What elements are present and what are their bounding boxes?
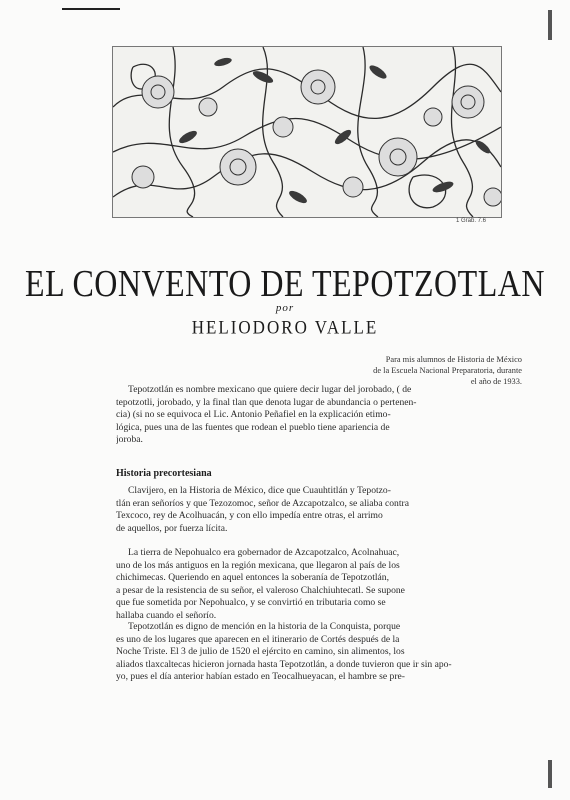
text-line: aliados tlaxcaltecas hicieron jornada hasta Tepotzotlán, a donde tuvieron que ir sin apo-: [116, 658, 452, 670]
text-line: de aquellos, por fuerza lícita.: [116, 522, 228, 534]
ornamental-banner-illustration: [112, 46, 502, 218]
epigraph: [316, 354, 522, 387]
text-line: que fue sometida por Nepohualco, y se convirtió en tributaria como se: [116, 597, 386, 609]
text-line: hallaba cuando el señorío.: [116, 609, 217, 621]
text-line: cia) (si no se equivoca el Lic. Antonio Peñafiel en la explicación etimo-: [116, 409, 391, 421]
section-heading: Historia precortesiana: [116, 468, 212, 479]
epigraph-line: el año de 1933.: [470, 377, 522, 386]
text-line: uno de los más antiguos en la región mexicana, que llegaron al país de los: [116, 559, 400, 571]
paragraph: [116, 485, 504, 535]
page-corner-mark: [62, 8, 120, 10]
text-line: tlán eran señoríos y que Tezozomoc, señor de Azcapotzalco, se aliaba contra: [116, 497, 409, 509]
floral-engraving: [113, 47, 501, 217]
text-line: tepotzotli, jorobado, y la final tlan que denota lugar de abundancia o pertenen-: [116, 396, 417, 408]
plate-caption: 1 Grab. 7.6: [456, 218, 487, 224]
paragraph: [116, 621, 504, 684]
byline: por: [275, 302, 295, 314]
epigraph-line: Para mis alumnos de Historia de México: [385, 355, 522, 364]
paragraph: [116, 547, 504, 623]
text-line: Tepotzotlán es digno de mención en la historia de la Conquista, porque: [128, 621, 401, 632]
text-line: Noche Triste. El 3 de julio de 1520 el ejército en camino, sin alimentos, los: [116, 646, 405, 658]
text-line: La tierra de Nepohualco era gobernador de Azcapotzalco, Acolnahuac,: [128, 547, 400, 558]
text-line: Tepotzotlán es nombre mexicano que quiere decir lugar del jorobado, ( de: [128, 384, 412, 395]
text-line: a pesar de la resistencia de su señor, el valeroso Chalchiuhtecatl. Se supone: [116, 584, 405, 596]
intro-paragraph: [116, 384, 504, 447]
text-line: yo, pues el día anterior habían estado en Teocalhueyacan, el hambre se pre-: [116, 671, 405, 683]
text-line: es uno de los lugares que aparecen en el itinerario de Cortés después de la: [116, 633, 400, 645]
epigraph-line: de la Escuela Nacional Preparatoria, durante: [373, 366, 522, 375]
edge-mark: [548, 10, 552, 40]
article-title: EL CONVENTO DE TEPOTZOTLAN: [25, 262, 545, 305]
edge-mark: [548, 760, 552, 788]
text-line: Texcoco, rey de Acolhuacán, y con ello impedía entre otras, el arrimo: [116, 510, 383, 522]
author-name: HELIODORO VALLE: [191, 317, 379, 338]
text-line: chichimecas. Queriendo en aquel entonces la soberanía de Tepotzotlán,: [116, 572, 389, 584]
text-line: joroba.: [116, 434, 143, 446]
text-line: Clavijero, en la Historia de México, dice que Cuauhtitlán y Tepotzo-: [128, 485, 391, 496]
text-line: lógica, pues una de las fuentes que rodean el pueblo tiene apariencia de: [116, 421, 390, 433]
